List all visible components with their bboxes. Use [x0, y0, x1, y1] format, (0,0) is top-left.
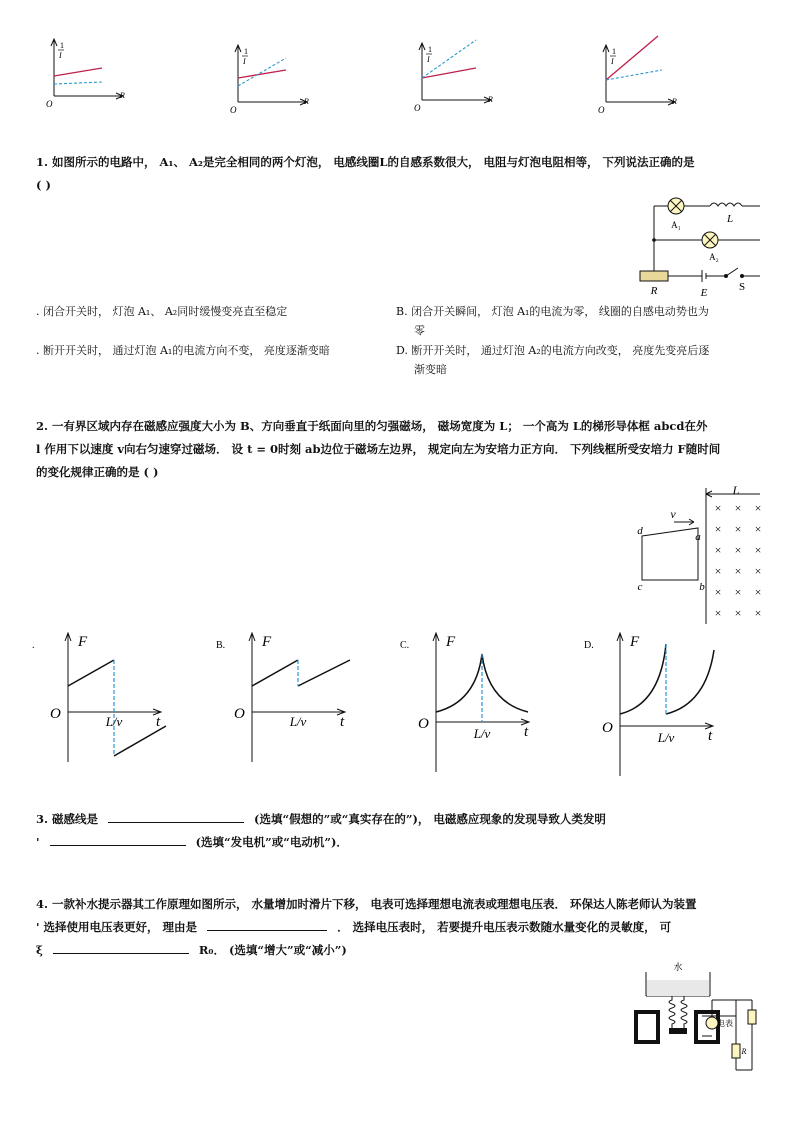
q2-label-c: c — [637, 581, 643, 593]
y-label-numerator: 1 — [244, 47, 248, 56]
q3-blank-2[interactable] — [50, 833, 186, 846]
origin-label: O — [46, 99, 53, 109]
y-label-denominator: I — [243, 57, 246, 66]
q1-circuit-diagram — [630, 190, 770, 300]
field-cross: × — [734, 606, 742, 620]
q3-text-1: 3. 磁感线是 — [36, 812, 99, 826]
q1-option-b-line2: 零 — [414, 324, 425, 337]
f-curve — [252, 660, 350, 686]
q4-label-R: R — [741, 1047, 747, 1056]
q2-graph-3[interactable] — [400, 633, 529, 772]
field-cross: × — [754, 522, 762, 536]
field-cross: × — [734, 522, 742, 536]
field-cross: × — [754, 501, 762, 515]
q4-line2-b: ． 选择电压表时， 若要提升电压表示数随水量变化的灵敏度， 可 — [337, 920, 672, 934]
q1-label-A1: A₁ — [671, 220, 681, 230]
dashed-line — [606, 70, 662, 80]
q3-text-4: (选填“发电机”或“电动机”)． — [195, 835, 348, 849]
f-label: F — [78, 634, 88, 650]
q2-label-b: b — [699, 581, 705, 593]
lv-label: L/v — [473, 726, 491, 741]
q2-stem-line1: 2. 一有界区域内存在磁感应强度大小为 B、方向垂直于纸面向里的匀强磁场， 磁场宽度为 L； 一个高为 L的梯形导体框 abcd在外 — [36, 419, 708, 433]
origin-label: O — [230, 105, 237, 115]
f-curve — [620, 644, 714, 714]
q3-text-3: ' — [36, 835, 40, 849]
origin-label: O — [414, 103, 421, 113]
q4-blank-1[interactable] — [207, 918, 327, 931]
q2-graph-4[interactable] — [584, 633, 714, 776]
x-label: R — [304, 97, 309, 106]
x-label: R — [120, 91, 125, 100]
q1-option-b-line1: B. 闭合开关瞬间， 灯泡 A₁的电流为零， 线圈的自感电动势也为 — [396, 305, 709, 318]
dashed-line — [54, 82, 102, 84]
q2-label-v: v — [670, 507, 676, 521]
t-label: t — [524, 724, 529, 740]
q1-label-R: R — [650, 285, 658, 297]
solid-line — [238, 70, 286, 78]
lv-label: L/v — [657, 730, 675, 745]
q2-field-figure — [630, 484, 770, 626]
field-cross: × — [714, 501, 722, 515]
field-cross: × — [734, 585, 742, 599]
q2-stem-line2: l 作用下以速度 v向右匀速穿过磁场． 设 t = 0时刻 ab边位于磁场左边界， 规定向左为安培力正方向． 下列线框所受安培力 F随时间 — [36, 442, 721, 456]
q2-label-a: a — [695, 531, 701, 543]
top-graph-3 — [414, 40, 493, 113]
q1-label-A2: A₂ — [709, 252, 719, 262]
field-cross: × — [754, 585, 762, 599]
t-label: t — [708, 728, 713, 744]
q4-line3-a: ξ — [36, 943, 43, 957]
field-cross: × — [734, 564, 742, 578]
q4-line2-a: ' 选择使用电压表更好， 理由是 — [36, 920, 198, 934]
q1-option-d-line2: 渐变暗 — [414, 363, 447, 376]
q4-line1: 4. 一款补水提示器其工作原理如图所示， 水量增加时滑片下移， 电表可选择理想电流表或理想电压表． 环保达人陈老师认为装置 — [36, 897, 697, 911]
q1-stem-line2: ( ) — [36, 178, 51, 192]
q1-label-E: E — [700, 287, 708, 299]
f-label: F — [262, 634, 272, 650]
solid-line — [54, 68, 102, 76]
q2-stem — [36, 415, 720, 484]
x-label: R — [672, 97, 677, 106]
q1-option-a[interactable]: . 闭合开关时， 灯泡 A₁、 A₂同时缓慢变亮直至稳定 — [36, 305, 288, 318]
origin-label: O — [234, 706, 245, 722]
top-graphs — [0, 30, 794, 120]
choice-label: . — [32, 640, 35, 651]
y-label-denominator: I — [611, 57, 614, 66]
q3-text-2: (选填“假想的”或“真实存在的”)， 电磁感应现象的发现导致人类发明 — [254, 812, 606, 826]
q4-blank-2[interactable] — [53, 941, 189, 954]
q4-device-figure — [632, 960, 772, 1074]
field-cross: × — [714, 522, 722, 536]
lv-label: L/v — [289, 714, 307, 729]
x-label: R — [488, 95, 493, 104]
origin-label: O — [418, 716, 429, 732]
y-label-numerator: 1 — [428, 45, 432, 54]
f-label: F — [446, 634, 456, 650]
q1-option-c[interactable]: . 断开开关时， 通过灯泡 A₁的电流方向不变， 亮度逐渐变暗 — [36, 344, 330, 357]
top-graph-4 — [598, 36, 677, 115]
q1-stem — [36, 151, 695, 197]
t-label: t — [156, 714, 161, 730]
field-cross: × — [754, 543, 762, 557]
q1-label-S: S — [738, 281, 746, 293]
field-cross: × — [734, 501, 742, 515]
q1-option-d-line1: D. 断开开关时， 通过灯泡 A₂的电流方向改变， 亮度先变亮后逐 — [396, 344, 710, 357]
choice-label: D. — [584, 640, 594, 651]
field-cross: × — [714, 564, 722, 578]
y-label-denominator: I — [427, 55, 430, 64]
q2-graph-2[interactable] — [216, 633, 350, 762]
y-label-denominator: I — [59, 51, 62, 60]
q4-stem — [36, 893, 697, 962]
q1-option-d[interactable] — [396, 341, 709, 379]
lv-label: L/v — [105, 714, 123, 729]
q2-stem-line3: 的变化规律正确的是 ( ) — [36, 465, 159, 479]
f-curve — [68, 660, 166, 756]
top-graph-1 — [46, 39, 125, 109]
q4-label-water: 水 — [673, 962, 683, 972]
field-cross: × — [734, 543, 742, 557]
solid-line — [422, 68, 476, 78]
field-cross: × — [754, 564, 762, 578]
q2-choice-graphs — [30, 630, 770, 780]
origin-label: O — [50, 706, 61, 722]
origin-label: O — [598, 105, 605, 115]
t-label: t — [340, 714, 345, 730]
y-label-numerator: 1 — [60, 41, 64, 50]
y-label-numerator: 1 — [612, 47, 616, 56]
q1-option-b[interactable] — [396, 302, 709, 340]
q2-graph-1[interactable] — [32, 633, 166, 762]
field-cross: × — [714, 585, 722, 599]
origin-label: O — [602, 720, 613, 736]
q3-stem — [36, 808, 606, 854]
q2-label-d: d — [637, 525, 643, 537]
q3-blank-1[interactable] — [108, 810, 244, 823]
top-graph-2 — [230, 45, 309, 115]
solid-line — [606, 36, 658, 80]
q1-label-L: L — [726, 213, 734, 225]
q4-line3-b: R₀． (选填“增大”或“减小”) — [198, 943, 347, 957]
field-cross: × — [714, 543, 722, 557]
field-cross: × — [754, 606, 762, 620]
f-label: F — [630, 634, 640, 650]
field-cross: × — [714, 606, 722, 620]
choice-label: B. — [216, 640, 226, 651]
q1-stem-line1: 1. 如图所示的电路中， A₁、 A₂是完全相同的两个灯泡， 电感线圈L的自感系数很大， 电阻与灯泡电阻相等， 下列说法正确的是 — [36, 155, 695, 169]
q2-label-L: L — [732, 484, 740, 497]
choice-label: C. — [400, 640, 410, 651]
q4-label-meter: 电表 — [717, 1019, 733, 1028]
